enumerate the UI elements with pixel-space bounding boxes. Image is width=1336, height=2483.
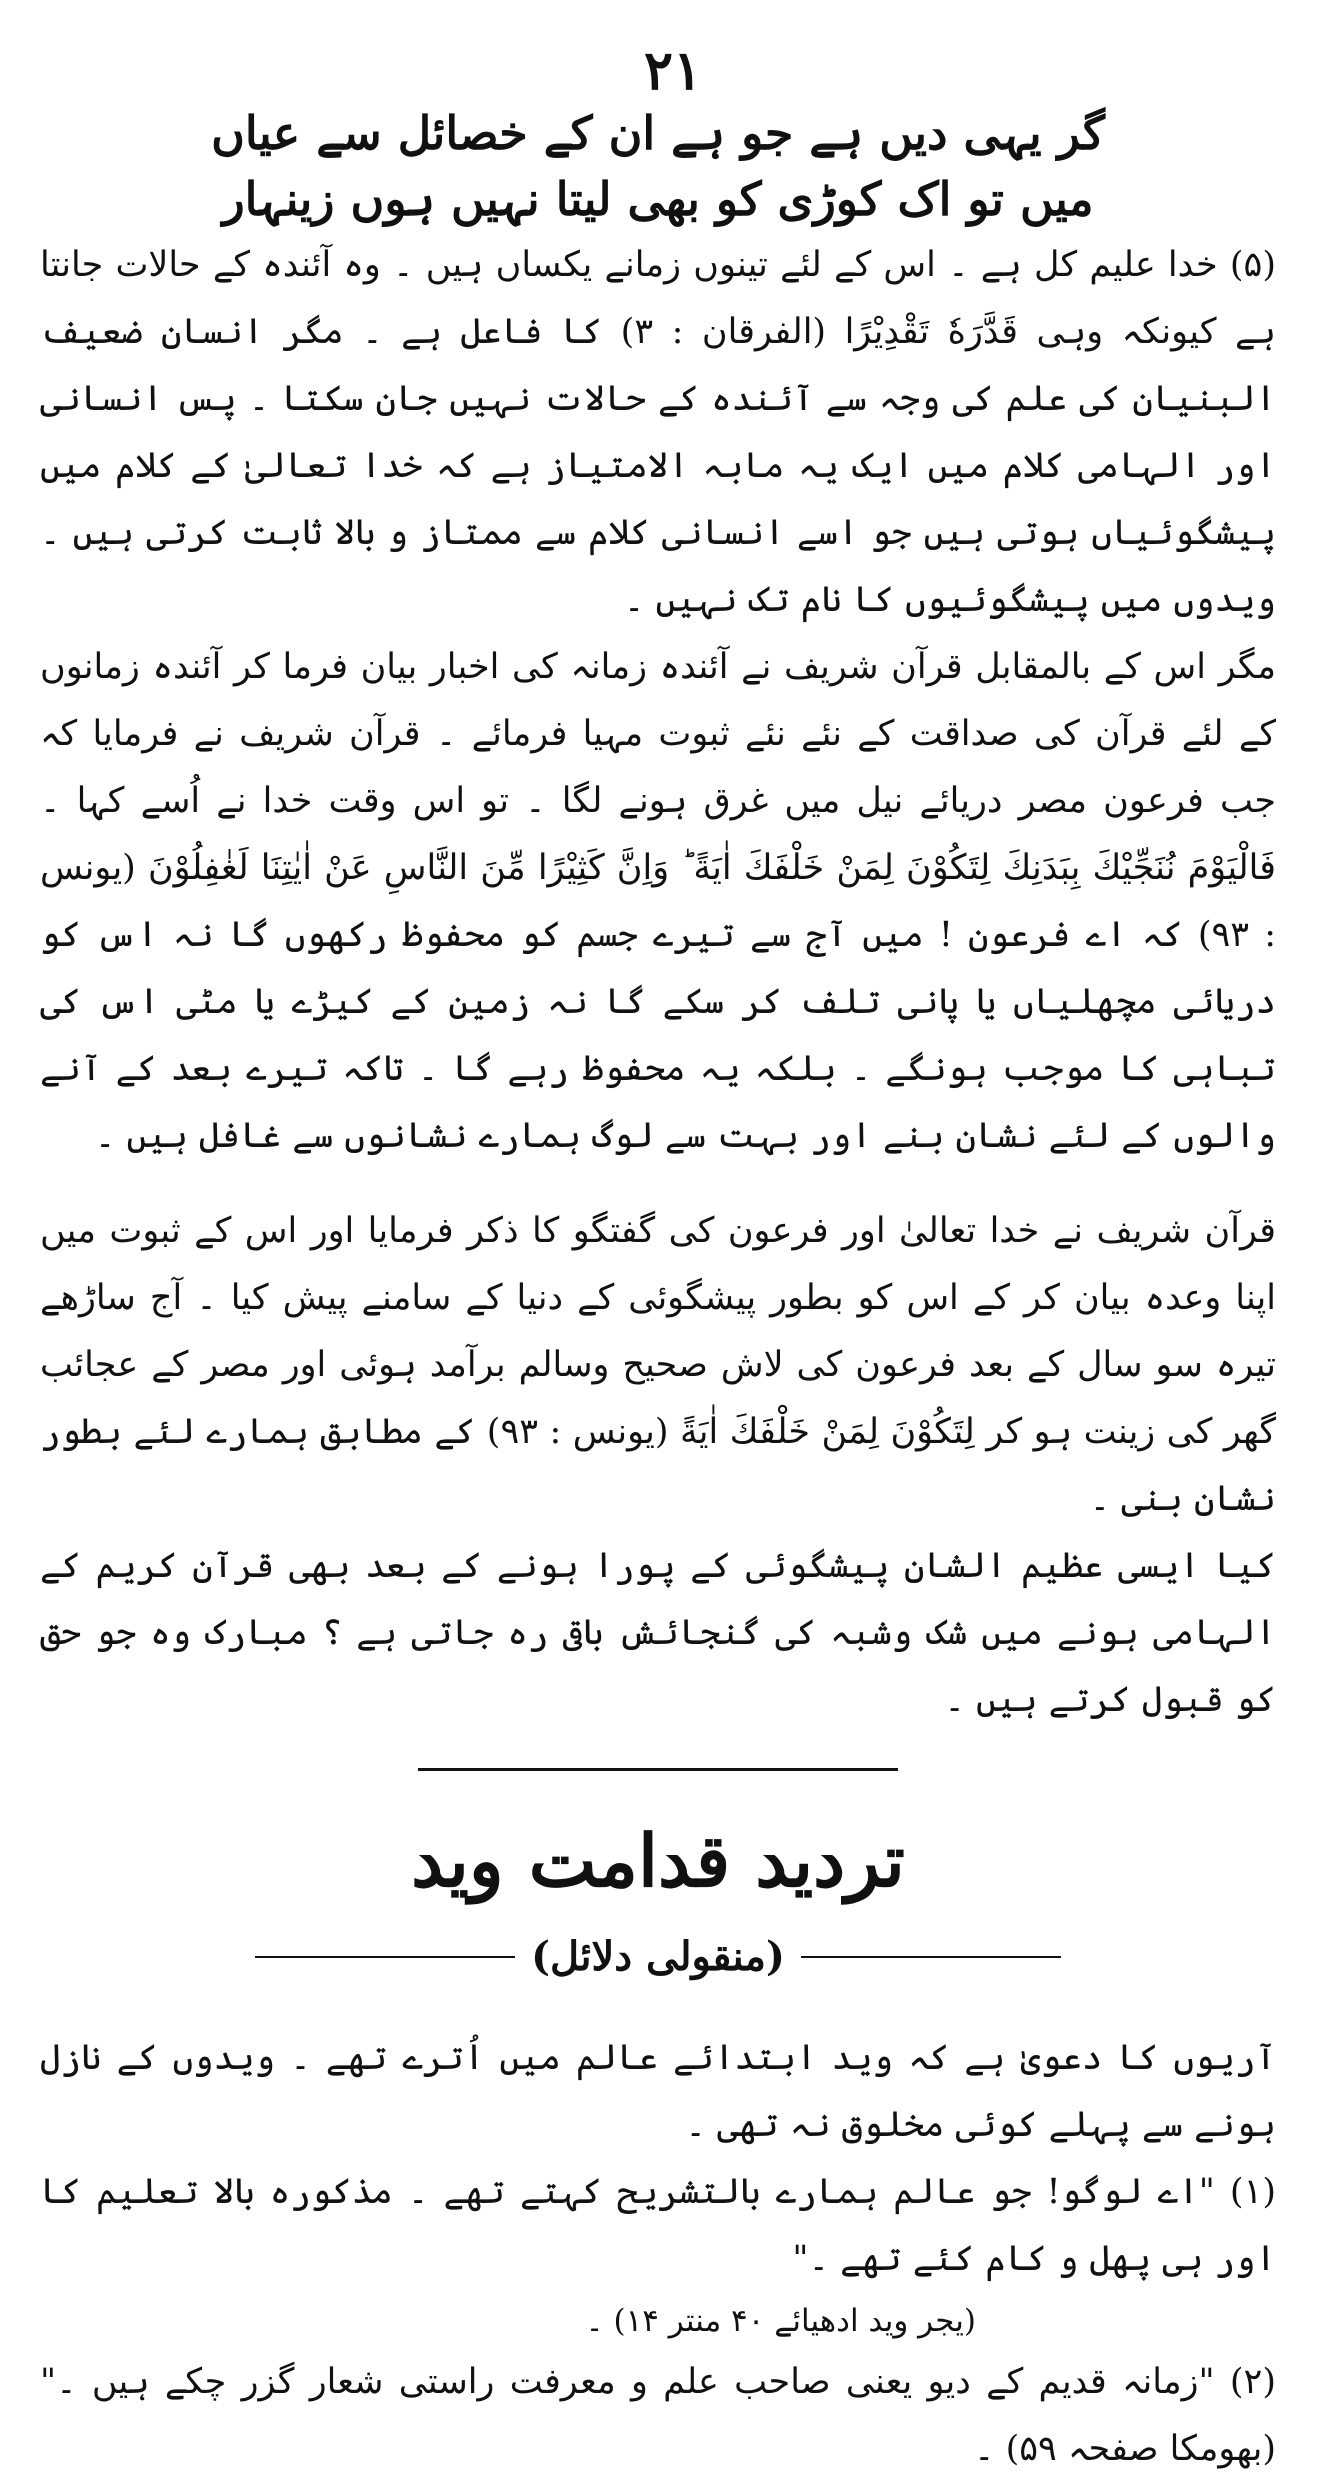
couplet <box>40 100 1276 232</box>
quote-1: (۱) "اے لوگو! جو عالم ہمارے بالتشریح کہتے تھے ۔ مذکورہ بالا تعلیم کا اور ہی پھل و کام کئے تھے ۔" <box>40 2172 1276 2279</box>
body-text <box>40 232 1276 1734</box>
subtitle-rule-right <box>801 1956 1061 1958</box>
section-subtitle: (منقولی دلائل) <box>531 1933 785 1980</box>
paragraph-conclusion: کیا ایسی عظیم الشان پیشگوئی کے پورا ہونے کے بعد بھی قرآن کریم کے الہامی ہونے میں شک وشبہ کی گنجائش باقی رہ جاتی ہے ؟ مبارک وہ جو حق کو قبول کرتے ہیں ۔ <box>40 1546 1276 1720</box>
page-number: ۲۱ <box>643 38 702 102</box>
paragraph-prophecy-fulfilment: قرآن شریف نے خدا تعالیٰ اور فرعون کی گفتگو کا ذکر فرمایا اور اس کے ثبوت میں اپنا وعدہ بیان کر کے اس کو بطور پیشگوئی کے دنیا کے سامنے پیش کیا ۔ آج ساڑھے تیرہ سو سال کے بعد فرعون کی لاش صحیح وسالم برآمد ہوئی اور مصر کے عجائب گھر کی زینت ہو کر لِتَكُوْنَ لِمَنْ خَلْفَكَ اٰيَةً (یونس : ۹۳) کے مطابق ہمارے لئے بطور نشان بنی ۔ <box>40 1211 1277 1519</box>
subtitle-rule-left <box>255 1956 515 1958</box>
couplet-line-2: میں تو اک کوڑی کو بھی لیتا نہیں ہوں زینہار <box>222 172 1094 226</box>
section-divider <box>418 1768 898 1771</box>
section-subtitle-row <box>40 1929 1276 1985</box>
quote-2: (۲) "زمانہ قدیم کے دیو یعنی صاحب علم و معرفت راستی شعار گزر چکے ہیں ۔" (بھومکا صفحہ ۵۹) ۔ <box>40 2362 1276 2469</box>
section-body <box>40 2025 1276 2483</box>
couplet-line-1: گر یہی دیں ہے جو ہے ان کے خصائل سے عیاں <box>211 106 1105 160</box>
section-paragraph: آریوں کا دعویٰ ہے کہ وید ابتدائے عالم میں اُترے تھے ۔ ویدوں کے نازل ہونے سے پہلے کوئی مخلوق نہ تھی ۔ <box>40 2038 1276 2145</box>
paragraph-pharaoh-prophecy: مگر اس کے بالمقابل قرآن شریف نے آئندہ زمانہ کی اخبار بیان فرما کر آئندہ زمانوں کے لئے قرآن کی صداقت کے نئے نئے ثبوت مہیا فرمائے ۔ قرآن شریف نے فرمایا کہ جب فرعون مصر دریائے نیل میں غرق ہونے لگا ۔ تو اس وقت خدا نے اُسے کہا ۔ فَالْيَوْمَ نُنَجِّيْكَ بِبَدَنِكَ لِتَكُوْنَ لِمَنْ خَلْفَكَ اٰيَةً ؕ وَاِنَّ كَثِيْرًا مِّنَ النَّاسِ عَنْ اٰيٰتِنَا لَغٰفِلُوْنَ (یونس : ۹۳) کہ اے فرعون ! میں آج سے تیرے جسم کو محفوظ رکھوں گا نہ اس کو دریائی مچھلیاں یا پانی تلف کر سکے گا نہ زمین کے کیڑے یا مٹی اس کی تباہی کا موجب ہونگے ۔ بلکہ یہ محفوظ رہے گا ۔ تاکہ تیرے بعد کے آنے والوں کے لئے نشان بنے اور بہت سے لوگ ہمارے نشانوں سے غافل ہیں ۔ <box>40 647 1276 1156</box>
quote-1-reference: (یجر وید ادھیائے ۴۰ منتر ۱۴) ۔ <box>585 2303 976 2339</box>
section-title: تردید قدامت وید <box>411 1818 905 1903</box>
paragraph-point-5: (۵) خدا علیم کل ہے ۔ اس کے لئے تینوں زمانے یکساں ہیں ۔ وہ آئندہ کے حالات جانتا ہے کیونکہ وہی قَدَّرَهٗ تَقْدِيْرًا (الفرقان : ۳) کا فاعل ہے ۔ مگر انسان ضعیف البنیان کی علم کی وجہ سے آئندہ کے حالات نہیں جان سکتا ۔ پس انسانی اور الہامی کلام میں ایک یہ مابہ الامتیاز ہے کہ خدا تعالیٰ کے کلام میں پیشگوئیاں ہوتی ہیں جو اسے انسانی کلام سے ممتاز و بالا ثابت کرتی ہیں ۔ ویدوں میں پیشگوئیوں کا نام تک نہیں ۔ <box>40 245 1276 620</box>
